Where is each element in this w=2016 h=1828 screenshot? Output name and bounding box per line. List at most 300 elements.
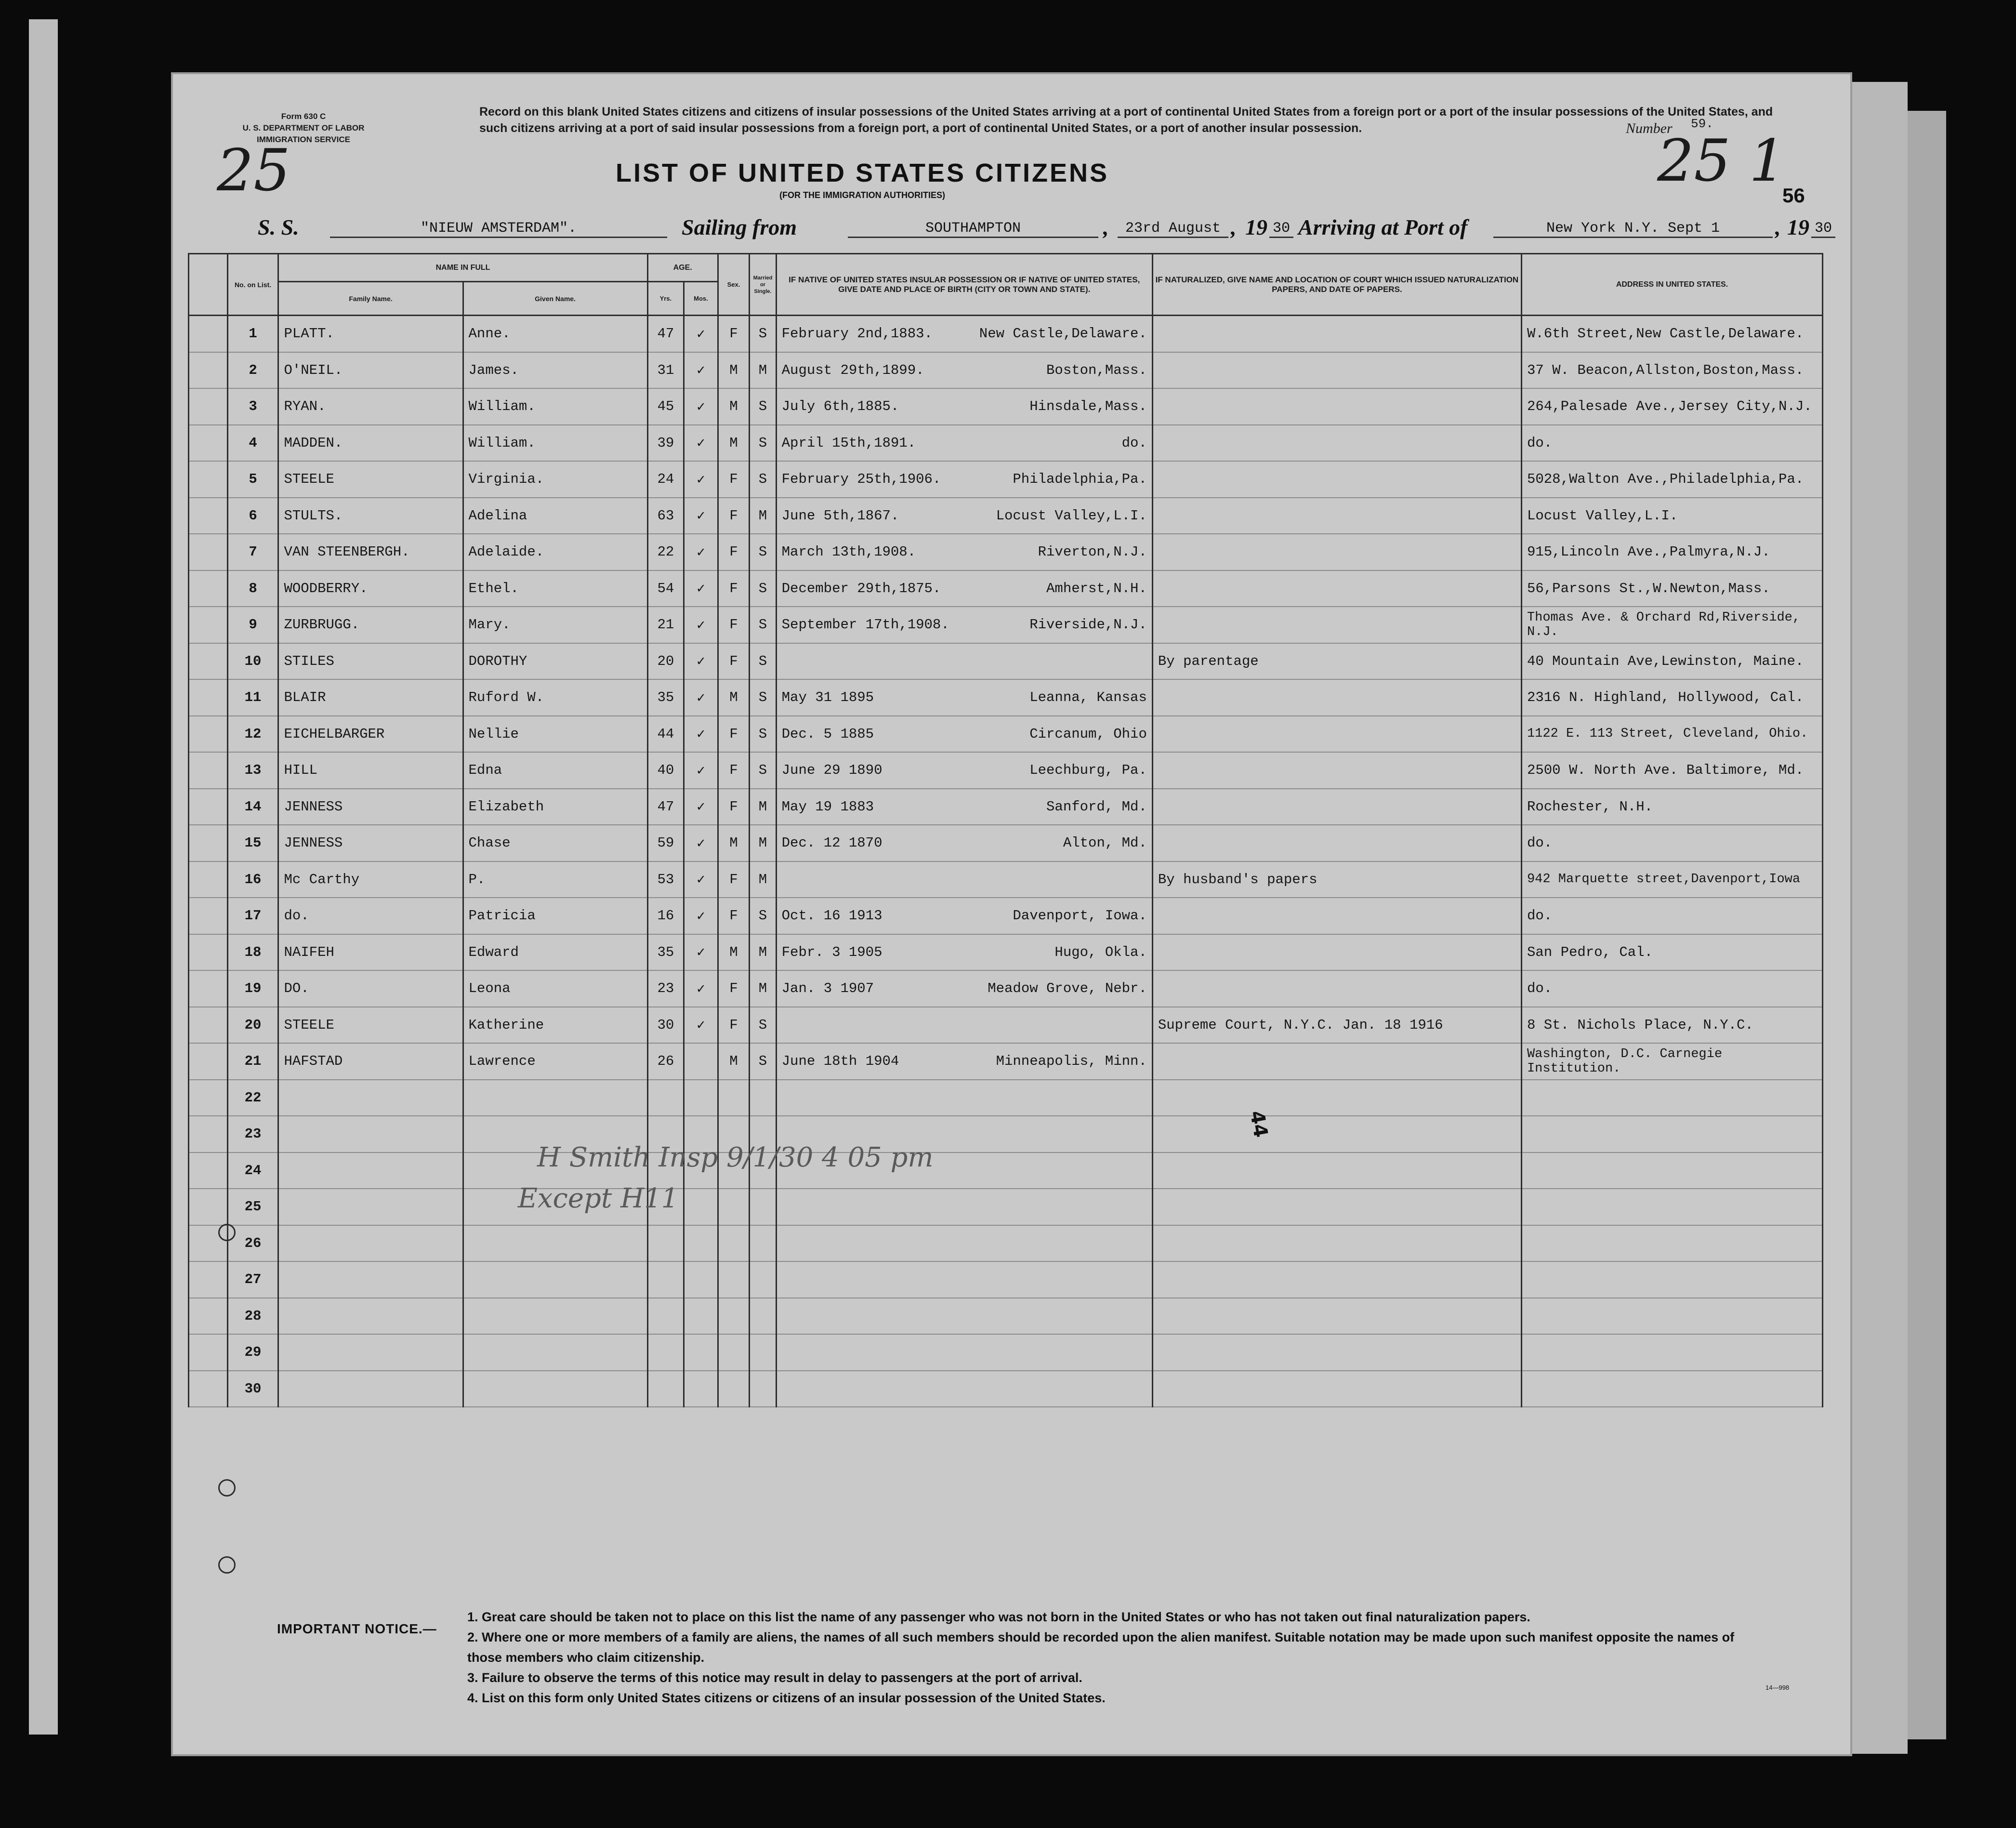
- family-name: WOODBERRY.: [278, 570, 463, 607]
- address: [1521, 1334, 1822, 1371]
- row-margin: [189, 934, 228, 971]
- address: 915,Lincoln Ave.,Palmyra,N.J.: [1521, 534, 1822, 570]
- arrival-port: New York N.Y. Sept 1: [1493, 220, 1773, 238]
- birth-info: [776, 388, 1152, 425]
- age-years: [647, 1334, 684, 1371]
- sex: M: [718, 825, 750, 861]
- passenger-rows: [189, 316, 1823, 1407]
- row-number: 9: [227, 607, 278, 643]
- birth-info: [776, 461, 1152, 498]
- birth-info: [776, 679, 1152, 716]
- birth-info: [776, 789, 1152, 825]
- address: 37 W. Beacon,Allston,Boston,Mass.: [1521, 352, 1822, 389]
- table-row: [189, 825, 1823, 861]
- row-margin: [189, 1189, 228, 1225]
- birth-place: do.: [1121, 435, 1147, 451]
- family-name: PLATT.: [278, 316, 463, 352]
- sex: F: [718, 570, 750, 607]
- row-margin: [189, 1371, 228, 1407]
- table-row: [189, 1007, 1823, 1044]
- table-row: [189, 679, 1823, 716]
- address: 942 Marquette street,Davenport,Iowa: [1521, 861, 1822, 898]
- naturalization: [1152, 570, 1521, 607]
- binder-hole: [108, 1518, 130, 1539]
- ship-name: "NIEUW AMSTERDAM".: [330, 220, 667, 238]
- age-years: 44: [647, 716, 684, 753]
- age-months-check: ✓: [684, 534, 718, 570]
- age-months-check: [684, 1080, 718, 1116]
- birth-info: [776, 534, 1152, 570]
- form-number: Form 630 C: [281, 112, 326, 121]
- birth-place: Hinsdale,Mass.: [1029, 398, 1147, 415]
- table-row: [189, 1189, 1823, 1225]
- page-subtitle: (FOR THE IMMIGRATION AUTHORITIES): [779, 190, 945, 200]
- age-years: 22: [647, 534, 684, 570]
- birth-info: [776, 1261, 1152, 1298]
- age-years: 30: [647, 1007, 684, 1044]
- address: 2500 W. North Ave. Baltimore, Md.: [1521, 752, 1822, 789]
- birth-place: Philadelphia,Pa.: [1013, 471, 1147, 488]
- row-margin: [189, 789, 228, 825]
- birth-info: [776, 752, 1152, 789]
- age-years: 16: [647, 898, 684, 934]
- address: W.6th Street,New Castle,Delaware.: [1521, 316, 1822, 352]
- birth-info: [776, 861, 1152, 898]
- address: [1521, 1116, 1822, 1152]
- age-months-check: ✓: [684, 498, 718, 534]
- age-months-check: ✓: [684, 1007, 718, 1044]
- address: [1521, 1298, 1822, 1335]
- birth-info: [776, 1007, 1152, 1044]
- naturalization: [1152, 1152, 1521, 1189]
- birth-date: Oct. 16 1913: [781, 908, 883, 924]
- handwritten-left-number: 25: [217, 137, 290, 204]
- address: do.: [1521, 425, 1822, 462]
- marital-status: M: [750, 861, 776, 898]
- address: [1521, 1189, 1822, 1225]
- marital-status: S: [750, 607, 776, 643]
- table-row: [189, 1152, 1823, 1189]
- col-naturalized: IF NATURALIZED, GIVE NAME AND LOCATION OF COURT WHICH ISSUED NATURALIZATION PAPERS, AND DATE OF PAPERS.: [1152, 254, 1521, 316]
- birth-info: [776, 1298, 1152, 1335]
- birth-place: Sanford, Md.: [1046, 798, 1147, 815]
- col-margin: [189, 254, 228, 316]
- table-row: [189, 607, 1823, 643]
- given-name: William.: [463, 388, 647, 425]
- marital-status: M: [750, 352, 776, 389]
- age-months-check: [684, 1371, 718, 1407]
- col-given: Given Name.: [463, 282, 647, 316]
- row-number: 5: [227, 461, 278, 498]
- birth-date: April 15th,1891.: [781, 435, 916, 451]
- sailing-date: 23rd August: [1118, 220, 1228, 238]
- family-name: [278, 1225, 463, 1262]
- birth-place: Leanna, Kansas: [1029, 689, 1147, 706]
- row-margin: [189, 1007, 228, 1044]
- sex: F: [718, 316, 750, 352]
- birth-info: [776, 1189, 1152, 1225]
- age-years: 54: [647, 570, 684, 607]
- back-page-edge-right: [1850, 82, 1908, 1754]
- naturalization: [1152, 1116, 1521, 1152]
- sex: M: [718, 352, 750, 389]
- naturalization: Supreme Court, N.Y.C. Jan. 18 1916: [1152, 1007, 1521, 1044]
- table-row: [189, 570, 1823, 607]
- row-number: 20: [227, 1007, 278, 1044]
- address: [1521, 1152, 1822, 1189]
- address: [1521, 1371, 1822, 1407]
- family-name: [278, 1371, 463, 1407]
- col-mos: Mos.: [684, 282, 718, 316]
- naturalization: [1152, 1334, 1521, 1371]
- row-number: 19: [227, 970, 278, 1007]
- address: 56,Parsons St.,W.Newton,Mass.: [1521, 570, 1822, 607]
- naturalization: [1152, 1371, 1521, 1407]
- age-months-check: ✓: [684, 425, 718, 462]
- given-name: Leona: [463, 970, 647, 1007]
- naturalization: [1152, 898, 1521, 934]
- address: 2316 N. Highland, Hollywood, Cal.: [1521, 679, 1822, 716]
- age-years: 59: [647, 825, 684, 861]
- table-row: [189, 970, 1823, 1007]
- marital-status: S: [750, 570, 776, 607]
- comma-1: ,: [1103, 215, 1109, 239]
- sex: [718, 1225, 750, 1262]
- birth-info-wrap: [782, 508, 1147, 524]
- row-number: 14: [227, 789, 278, 825]
- row-number: 4: [227, 425, 278, 462]
- row-margin: [189, 861, 228, 898]
- address: [1521, 1225, 1822, 1262]
- address: Locust Valley,L.I.: [1521, 498, 1822, 534]
- age-years: 24: [647, 461, 684, 498]
- manifest-sheet: [171, 72, 1852, 1756]
- given-name: Ethel.: [463, 570, 647, 607]
- row-margin: [189, 1043, 228, 1080]
- birth-info-wrap: [782, 762, 1147, 778]
- naturalization: By husband's papers: [1152, 861, 1521, 898]
- notice-list: [467, 1607, 1768, 1708]
- age-years: 20: [647, 643, 684, 680]
- row-number: 10: [227, 643, 278, 680]
- sex: F: [718, 861, 750, 898]
- naturalization: [1152, 1225, 1521, 1262]
- address: 5028,Walton Ave.,Philadelphia,Pa.: [1521, 461, 1822, 498]
- birth-info-wrap: [782, 362, 1147, 378]
- back-page-edge-right-2: [1908, 111, 1946, 1739]
- given-name: [463, 1261, 647, 1298]
- marital-status: S: [750, 1043, 776, 1080]
- address: San Pedro, Cal.: [1521, 934, 1822, 971]
- birth-info-wrap: [782, 944, 1147, 960]
- family-name: [278, 1116, 463, 1152]
- age-months-check: ✓: [684, 388, 718, 425]
- address: 40 Mountain Ave,Lewinston, Maine.: [1521, 643, 1822, 680]
- sex: F: [718, 752, 750, 789]
- row-number: 11: [227, 679, 278, 716]
- sex: F: [718, 643, 750, 680]
- family-name: [278, 1080, 463, 1116]
- marital-status: [750, 1261, 776, 1298]
- row-margin: [189, 1080, 228, 1116]
- address: 264,Palesade Ave.,Jersey City,N.J.: [1521, 388, 1822, 425]
- sex: F: [718, 970, 750, 1007]
- age-months-check: ✓: [684, 316, 718, 352]
- given-name: Edna: [463, 752, 647, 789]
- sex: F: [718, 1007, 750, 1044]
- age-years: 40: [647, 752, 684, 789]
- given-name: Lawrence: [463, 1043, 647, 1080]
- table-row: [189, 425, 1823, 462]
- binder-hole: [108, 843, 130, 864]
- table-row: [189, 643, 1823, 680]
- sex: M: [718, 1043, 750, 1080]
- family-name: STEELE: [278, 461, 463, 498]
- row-number: 2: [227, 352, 278, 389]
- family-name: HILL: [278, 752, 463, 789]
- given-name: James.: [463, 352, 647, 389]
- year-prefix: 19: [1245, 215, 1267, 239]
- given-name: Chase: [463, 825, 647, 861]
- birth-place: Riverton,N.J.: [1038, 544, 1147, 560]
- binder-hole: [108, 337, 130, 358]
- table-row: [189, 1371, 1823, 1407]
- age-months-check: [684, 1189, 718, 1225]
- given-name: [463, 1298, 647, 1335]
- birth-place: Alton, Md.: [1063, 835, 1147, 851]
- naturalization: [1152, 934, 1521, 971]
- binder-ring: [218, 1224, 236, 1241]
- age-years: 26: [647, 1043, 684, 1080]
- birth-info: [776, 970, 1152, 1007]
- naturalization: [1152, 752, 1521, 789]
- row-margin: [189, 898, 228, 934]
- binder-hole: [108, 1364, 130, 1385]
- age-years: [647, 1080, 684, 1116]
- naturalization: [1152, 316, 1521, 352]
- address: [1521, 1261, 1822, 1298]
- age-months-check: ✓: [684, 607, 718, 643]
- table-row: [189, 716, 1823, 753]
- naturalization: [1152, 789, 1521, 825]
- row-number: 18: [227, 934, 278, 971]
- given-name: Elizabeth: [463, 789, 647, 825]
- naturalization: [1152, 716, 1521, 753]
- birth-info-wrap: [782, 617, 1147, 633]
- col-no: No. on List.: [227, 254, 278, 316]
- sex: F: [718, 789, 750, 825]
- table-row: [189, 898, 1823, 934]
- row-number: 24: [227, 1152, 278, 1189]
- row-margin: [189, 1116, 228, 1152]
- naturalization: [1152, 352, 1521, 389]
- row-margin: [189, 716, 228, 753]
- age-years: [647, 1298, 684, 1335]
- birth-place: Circanum, Ohio: [1029, 726, 1147, 742]
- row-number: 17: [227, 898, 278, 934]
- sex: M: [718, 388, 750, 425]
- row-margin: [189, 570, 228, 607]
- row-margin: [189, 970, 228, 1007]
- passenger-table-wrap: [188, 253, 1823, 1689]
- family-name: [278, 1189, 463, 1225]
- ss-label: S. S.: [258, 215, 299, 239]
- birth-info: [776, 825, 1152, 861]
- birth-info-wrap: [782, 835, 1147, 851]
- age-years: 31: [647, 352, 684, 389]
- birth-date: Jan. 3 1907: [781, 980, 874, 997]
- age-months-check: ✓: [684, 825, 718, 861]
- family-name: O'NEIL.: [278, 352, 463, 389]
- family-name: STULTS.: [278, 498, 463, 534]
- birth-date: May 31 1895: [781, 689, 874, 706]
- inspector-note: Except H11: [518, 1183, 679, 1214]
- row-number: 6: [227, 498, 278, 534]
- sex: M: [718, 425, 750, 462]
- row-number: 8: [227, 570, 278, 607]
- binder-ring: [218, 1556, 236, 1574]
- birth-date: August 29th,1899.: [781, 362, 924, 378]
- page-number: 56: [1782, 184, 1805, 207]
- naturalization: [1152, 534, 1521, 570]
- birth-info: [776, 316, 1152, 352]
- sex: [718, 1371, 750, 1407]
- table-row: [189, 752, 1823, 789]
- given-name: Adelaide.: [463, 534, 647, 570]
- birth-date: December 29th,1875.: [781, 580, 941, 596]
- table-row: [189, 861, 1823, 898]
- row-margin: [189, 825, 228, 861]
- row-number: 21: [227, 1043, 278, 1080]
- comma-2: ,: [1231, 215, 1237, 239]
- marital-status: S: [750, 643, 776, 680]
- page-title: LIST OF UNITED STATES CITIZENS: [616, 159, 1109, 187]
- age-years: [647, 1371, 684, 1407]
- notice-item-2: 2. Where one or more members of a family are aliens, the names of all such members should be recorded upon the alien manifest. Suitable notation may be made upon such manifest opposite the names of those members who claim citizenship.: [467, 1630, 1735, 1665]
- birth-info: [776, 898, 1152, 934]
- record-instruction: Record on this blank United States citizens and citizens of insular possessions of the United States arriving at a port of continental United States from a foreign port or a port of the insular possessions of the United States, and such citizens arriving at a port of said insular possessions from a foreign port, a port of continental United States, or a port of another insular possession.: [479, 105, 1773, 135]
- marital-status: [750, 1080, 776, 1116]
- col-name-group: NAME IN FULL: [278, 254, 647, 282]
- age-years: 63: [647, 498, 684, 534]
- birth-info: [776, 498, 1152, 534]
- sex: F: [718, 716, 750, 753]
- notice-item-3: 3. Failure to observe the terms of this notice may result in delay to passengers at the port of arrival.: [467, 1670, 1082, 1685]
- age-years: 47: [647, 789, 684, 825]
- sex: [718, 1189, 750, 1225]
- given-name: Edward: [463, 934, 647, 971]
- marital-status: M: [750, 970, 776, 1007]
- age-months-check: ✓: [684, 679, 718, 716]
- family-name: MADDEN.: [278, 425, 463, 462]
- age-months-check: ✓: [684, 898, 718, 934]
- family-name: Mc Carthy: [278, 861, 463, 898]
- row-number: 25: [227, 1189, 278, 1225]
- sailing-port: SOUTHAMPTON: [848, 220, 1098, 238]
- naturalization: [1152, 1080, 1521, 1116]
- arrival-year: 30: [1811, 220, 1835, 238]
- naturalization: [1152, 498, 1521, 534]
- table-row: [189, 1298, 1823, 1335]
- given-name: William.: [463, 425, 647, 462]
- age-months-check: ✓: [684, 352, 718, 389]
- birth-date: July 6th,1885.: [781, 398, 899, 415]
- birth-date: Febr. 3 1905: [781, 944, 883, 960]
- naturalization: [1152, 970, 1521, 1007]
- row-margin: [189, 752, 228, 789]
- family-name: [278, 1298, 463, 1335]
- binder-hole: [108, 593, 130, 614]
- given-name: Ruford W.: [463, 679, 647, 716]
- birth-info-wrap: [782, 689, 1147, 705]
- row-margin: [189, 1334, 228, 1371]
- marital-status: [750, 1225, 776, 1262]
- table-row: [189, 1116, 1823, 1152]
- marital-status: S: [750, 898, 776, 934]
- number-value: 59.: [1691, 117, 1713, 131]
- table-row: [189, 498, 1823, 534]
- table-row: [189, 1261, 1823, 1298]
- given-name: [463, 1371, 647, 1407]
- col-married: Married or Single.: [750, 254, 776, 316]
- marital-status: [750, 1298, 776, 1335]
- row-number: 30: [227, 1371, 278, 1407]
- age-years: 21: [647, 607, 684, 643]
- marital-status: M: [750, 934, 776, 971]
- row-number: 27: [227, 1261, 278, 1298]
- sailing-year: 30: [1269, 220, 1293, 238]
- col-address: ADDRESS IN UNITED STATES.: [1521, 254, 1822, 316]
- department-name: U. S. DEPARTMENT OF LABOR: [242, 123, 365, 132]
- table-row: [189, 1225, 1823, 1262]
- marital-status: S: [750, 425, 776, 462]
- table-row: [189, 388, 1823, 425]
- birth-date: March 13th,1908.: [781, 544, 916, 560]
- row-number: 13: [227, 752, 278, 789]
- row-number: 3: [227, 388, 278, 425]
- passenger-table: [188, 253, 1823, 1407]
- naturalization: [1152, 679, 1521, 716]
- age-months-check: ✓: [684, 461, 718, 498]
- address: do.: [1521, 825, 1822, 861]
- marital-status: S: [750, 388, 776, 425]
- given-name: [463, 1225, 647, 1262]
- family-name: ZURBRUGG.: [278, 607, 463, 643]
- birth-place: Hugo, Okla.: [1054, 944, 1147, 960]
- table-row: [189, 1043, 1823, 1080]
- row-margin: [189, 679, 228, 716]
- sex: M: [718, 679, 750, 716]
- birth-place: Locust Valley,L.I.: [996, 507, 1147, 524]
- birth-date: June 18th 1904: [781, 1053, 899, 1070]
- age-months-check: [684, 1261, 718, 1298]
- marital-status: S: [750, 716, 776, 753]
- birth-date: February 25th,1906.: [781, 471, 941, 488]
- age-years: 35: [647, 934, 684, 971]
- marital-status: S: [750, 316, 776, 352]
- birth-info: [776, 352, 1152, 389]
- naturalization: By parentage: [1152, 643, 1521, 680]
- row-margin: [189, 352, 228, 389]
- birth-info-wrap: [782, 326, 1147, 342]
- table-row: [189, 1080, 1823, 1116]
- table-row: [189, 934, 1823, 971]
- family-name: do.: [278, 898, 463, 934]
- age-years: [647, 1225, 684, 1262]
- birth-date: June 29 1890: [781, 762, 883, 779]
- col-birth: IF NATIVE OF UNITED STATES INSULAR POSSESSION OR IF NATIVE OF UNITED STATES, GIVE DATE AND PLACE OF BIRTH (CITY OR TOWN AND STATE).: [776, 254, 1152, 316]
- notice-title: IMPORTANT NOTICE.—: [277, 1621, 437, 1636]
